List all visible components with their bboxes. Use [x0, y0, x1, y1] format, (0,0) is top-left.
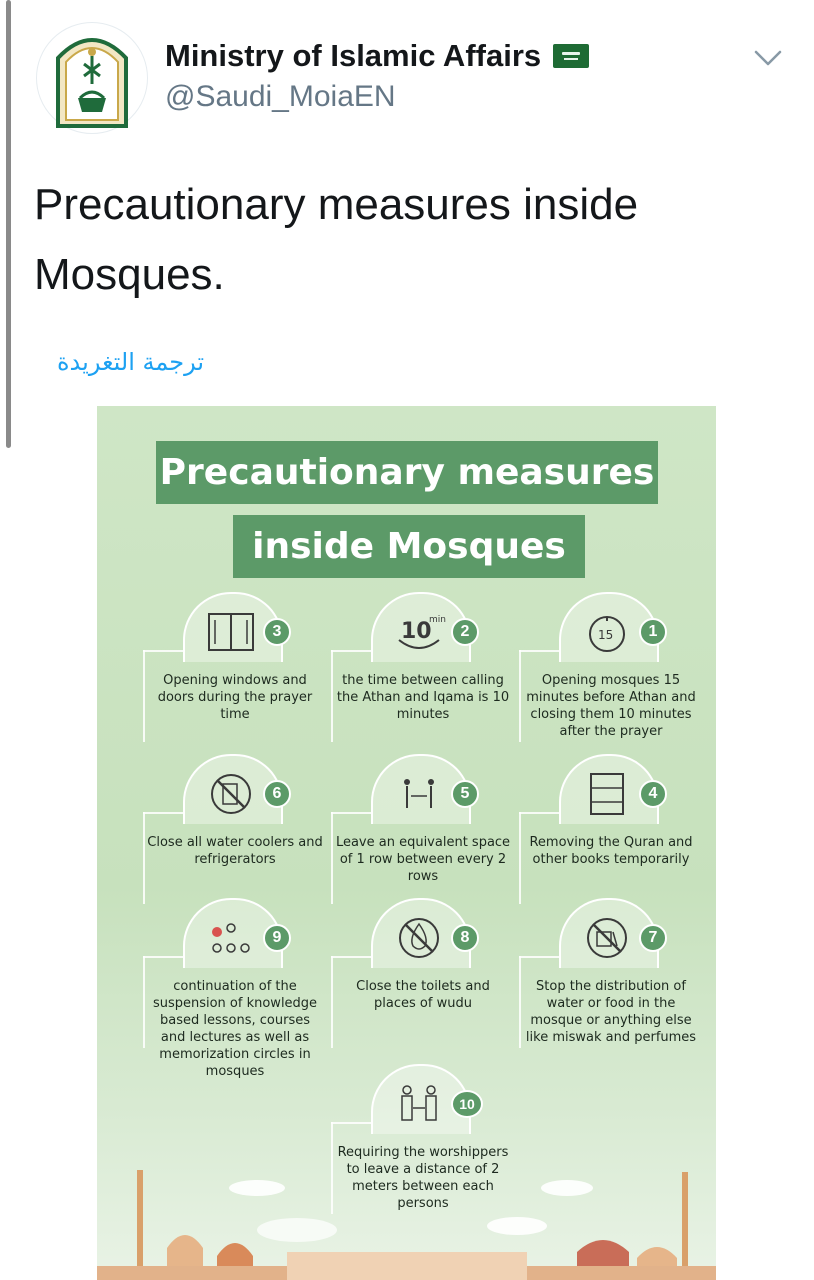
measure-text: Opening windows and doors during the prayer time	[157, 673, 313, 722]
measure-number-badge: 2	[451, 618, 479, 646]
measure-text: Leave an equivalent space of 1 row between every 2 rows	[335, 835, 511, 884]
translate-tweet-link[interactable]: ترجمة التغريدة	[56, 348, 204, 376]
display-name-text[interactable]: Ministry of Islamic Affairs	[165, 38, 542, 73]
timer-15-label: 15	[598, 628, 614, 642]
measure-text: Close the toilets and places of wudu	[356, 979, 490, 1011]
chevron-down-icon[interactable]	[752, 44, 784, 72]
group-lessons-icon	[203, 916, 259, 960]
display-name[interactable]	[165, 38, 589, 74]
infographic-title-line1: Precautionary measures	[156, 441, 658, 504]
measure-text: Opening mosques 15 minutes before Athan and closing them 10 minutes after the prayer	[526, 673, 696, 739]
measure-item	[331, 592, 511, 772]
measure-number-badge: 10	[451, 1090, 483, 1118]
tweet-text: Precautionary measures inside Mosques.	[34, 180, 639, 299]
measure-item	[143, 592, 323, 772]
measure-number-badge: 4	[639, 780, 667, 808]
bookshelf-icon	[579, 772, 635, 816]
measure-item	[143, 898, 323, 1078]
measure-number-badge: 3	[263, 618, 291, 646]
no-food-icon	[579, 916, 635, 960]
measure-number-badge: 7	[639, 924, 667, 952]
infographic-title-line2: inside Mosques	[233, 515, 585, 578]
measure-number-badge: 8	[451, 924, 479, 952]
measure-text: continuation of the suspension of knowledge based lessons, courses and lectures as well as memorization circles in mosques	[152, 979, 318, 1079]
account-handle[interactable]: @Saudi_MoiaEN	[165, 80, 396, 113]
no-water-cooler-icon	[203, 772, 259, 816]
tweet-image-infographic[interactable]	[97, 406, 716, 1280]
ten-minutes-label: 10	[401, 619, 432, 644]
measure-text: Removing the Quran and other books temporarily	[529, 835, 693, 867]
timer-15-icon	[579, 610, 635, 654]
measure-item	[519, 592, 699, 772]
row-spacing-icon	[391, 772, 447, 816]
scroll-indicator[interactable]	[6, 0, 11, 448]
saudi-flag-icon	[553, 44, 589, 68]
ministry-logo-icon	[48, 28, 136, 128]
measure-number-badge: 1	[639, 618, 667, 646]
measure-number-badge: 9	[263, 924, 291, 952]
measure-text: Close all water coolers and refrigerators	[147, 835, 323, 867]
ten-minutes-icon	[391, 610, 447, 654]
avatar[interactable]	[36, 22, 148, 134]
window-icon	[203, 610, 259, 654]
measure-text: Requiring the worshippers to leave a distance of 2 meters between each persons	[337, 1145, 509, 1211]
measure-text: the time between calling the Athan and Iqama is 10 minutes	[336, 673, 510, 722]
measure-item	[519, 898, 699, 1078]
measure-number-badge: 5	[451, 780, 479, 808]
no-water-drop-icon	[391, 916, 447, 960]
mosque-skyline-illustration	[97, 1130, 716, 1280]
distance-people-icon	[391, 1082, 447, 1126]
minutes-label: min	[429, 615, 446, 625]
measure-item	[331, 898, 511, 1078]
measure-text: Stop the distribution of water or food in the mosque or anything else like miswak and perfumes	[525, 979, 697, 1045]
measure-number-badge: 6	[263, 780, 291, 808]
